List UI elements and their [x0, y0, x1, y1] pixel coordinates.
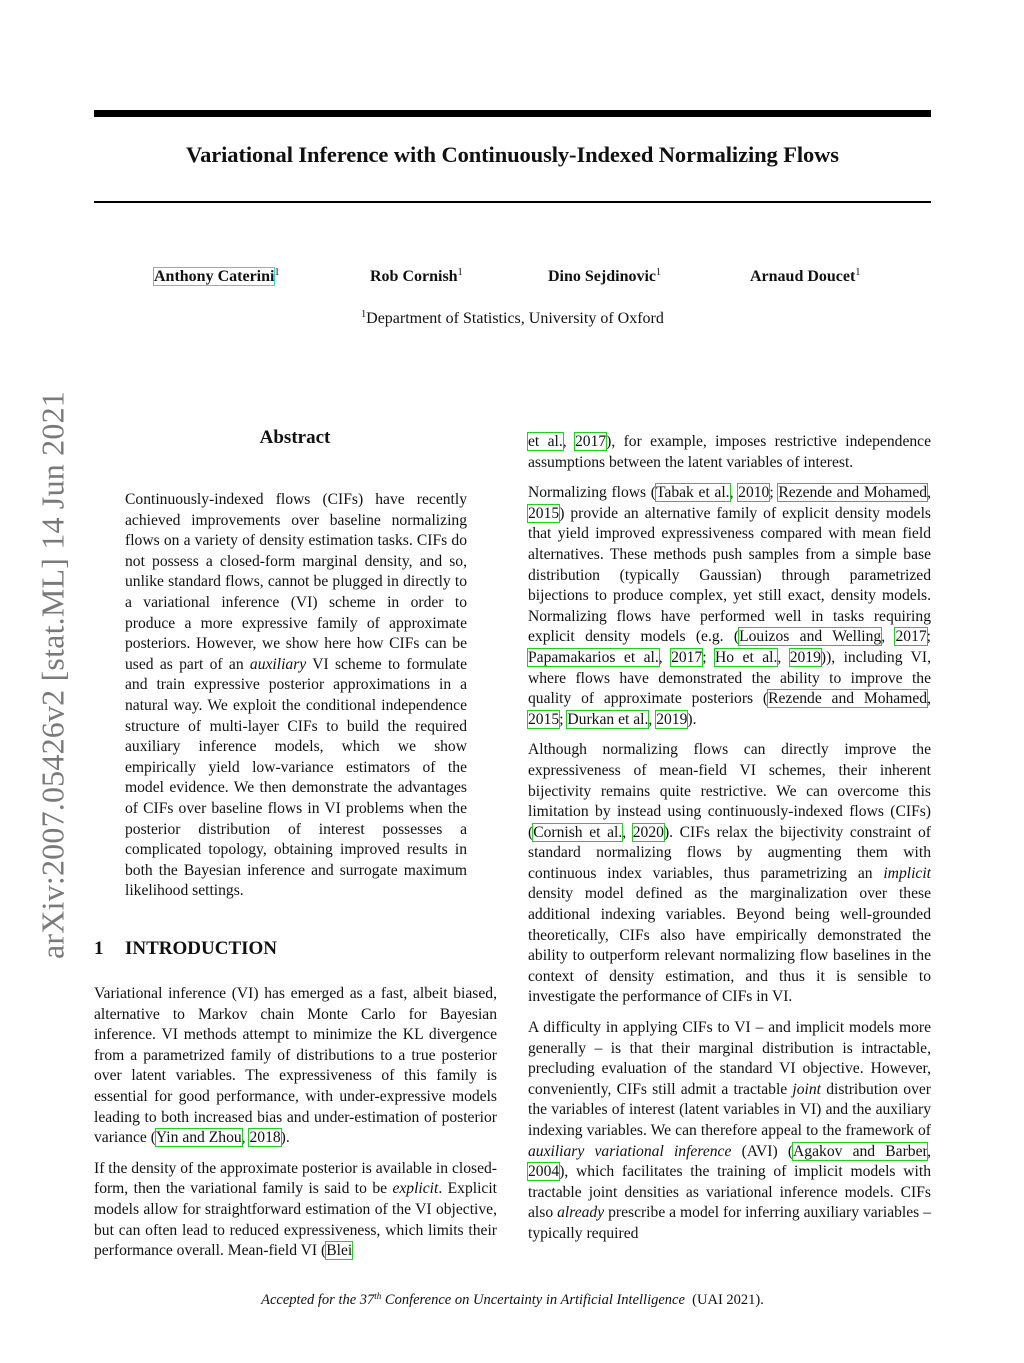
author-sejdinovic: Dino Sejdinovic$^1$: [548, 267, 662, 285]
left-column-body: [94, 984, 497, 1262]
citation-link[interactable]: et al.: [528, 433, 563, 450]
citation-link[interactable]: Blei: [326, 1242, 353, 1260]
citation-link[interactable]: Louizos and Welling: [739, 628, 882, 646]
paragraph: If the density of the approximate posterior is available in closed-form, then the variational family is said to be explicit. Explicit models allow for straightforward estimation of the VI objective, but can often lead to reduced expressiveness, which limits their performance overall. Mean-field VI (Blei: [94, 1159, 498, 1260]
paragraph: Normalizing flows (Tabak et al., 2010; Rezende and Mohamed, 2015) provide an alternative family of explicit density models that yield improved expressiveness compared with mean field alternatives. These methods push samples from a simple base distribution (typically Gaussian) through parametrized bijections to produce complex, yet still exact, density models. Normalizing flows have performed well in tasks requiring explicit density models (e.g. (Louizos and Welling, 2017; Papamakarios et al., 2017; Ho et al., 2019)), including VI, where flows have demonstrated the ability to improve the quality of approximate posteriors (Rezende and Mohamed, 2015; Durkan et al., 2019).: [528, 484, 931, 728]
author-link[interactable]: Anthony Caterini: [154, 268, 275, 285]
section-heading-introduction: 1 INTRODUCTION: [94, 938, 278, 959]
paragraph: Although normalizing flows can directly improve the expressiveness of mean-field VI schemes, their inherent bijectivity remains quite restrictive. We can overcome this limitation by instead using continuously-indexed flows (CIFs) (Cornish et al., 2020). CIFs relax the bijectivity constraint of standard normalizing flows by augmenting them with continuous index variables, thus parametrizing an implicit density model defined as the marginalization over these additional indexing variables. Beyond being well-grounded theoretically, CIFs also have empirically demonstrated the ability to outperform relevant normalizing flow baselines in the context of density estimation, and thus it is sensible to investigate the performance of CIFs in VI.: [528, 741, 931, 1006]
arxiv-identifier: arXiv:2007.05426v2 [stat.ML] 14 Jun 2021: [34, 391, 71, 959]
right-column-body: [528, 432, 931, 1245]
author-cornish: Rob Cornish$^1$: [370, 267, 463, 285]
citation-link[interactable]: 2018: [249, 1129, 281, 1147]
abstract-body: Continuously-indexed flows (CIFs) have recently achieved improvements over baseline normalizing flows on a variety of density estimation tasks. CIFs do not possess a closed-form marginal density, and so, unlike standard flows, cannot be plugged in directly to a variational inference (VI) scheme in order to produce a more expressive family of approximate posteriors. However, we show here how CIFs can be used as part of an auxiliary VI scheme to formulate and train expressive posterior approximations in a natural way. We exploit the conditional independence structure of multi-layer CIFs to build the required auxiliary inference models, which we show empirically yield low-variance estimators of the model evidence. We then demonstrate the advantages of CIFs over baseline flows in VI problems when the posterior distribution of interest possesses a complicated topology, obtaining improved results in both the Bayesian inference and surrogate maximum likelihood settings.: [125, 491, 467, 900]
citation-link[interactable]: Papamakarios et al.: [528, 648, 659, 666]
citation-link[interactable]: 2017: [671, 648, 703, 666]
author-caterini: Anthony Caterini$^1$: [154, 267, 280, 285]
author-doucet: Arnaud Doucet$^1$: [750, 267, 861, 285]
paragraph: et al., 2017), for example, imposes restrictive independence assumptions between the latent variables of interest.: [528, 433, 931, 471]
citation-link[interactable]: Durkan et al.: [567, 710, 649, 728]
citation-link[interactable]: 2019: [656, 710, 688, 728]
affiliation: $^1$Department of Statistics, University of Oxford: [361, 309, 664, 327]
citation-link[interactable]: Cornish et al.: [533, 823, 623, 841]
citation-link[interactable]: Ho et al.: [715, 648, 778, 666]
citation-link[interactable]: 2017: [574, 433, 607, 450]
conference-footer: Accepted for the 37th Conference on Uncertainty in Artificial Intelligence (UAI 2021).: [261, 1291, 764, 1308]
abstract-heading: Abstract: [259, 427, 331, 448]
title-rule: [94, 201, 931, 203]
citation-link[interactable]: Yin and Zhou: [155, 1129, 242, 1147]
citation-link[interactable]: 2017: [895, 628, 927, 646]
citation-link[interactable]: 2019: [789, 648, 821, 666]
citation-link[interactable]: Rezende and Mohamed: [778, 484, 928, 502]
citation-link[interactable]: Agakov and Barber: [793, 1142, 928, 1160]
citation-link[interactable]: Tabak et al.: [655, 484, 730, 502]
citation-link[interactable]: 2010: [738, 484, 770, 502]
citation-link[interactable]: 2004: [528, 1163, 560, 1181]
citation-link[interactable]: Rezende and Mohamed: [768, 690, 928, 708]
citation-link[interactable]: 2015: [528, 504, 560, 522]
citation-link[interactable]: 2020: [632, 823, 664, 841]
top-rule: [94, 110, 931, 117]
paragraph: A difficulty in applying CIFs to VI – and implicit models more generally – is that their marginal distribution is intractable, precluding evaluation of the standard VI objective. However, conveniently, CIFs still admit a tractable joint distribution over the variables of interest (latent variables in VI) and the auxiliary indexing variables. We can therefore appeal to the framework of auxiliary variational inference (AVI) (Agakov and Barber, 2004), which facilitates the training of implicit models with tractable joint densities as variational inference models. CIFs also already prescribe a model for inferring auxiliary variables – typically required: [528, 1019, 931, 1242]
paragraph: Variational inference (VI) has emerged as a fast, albeit biased, alternative to Markov chain Monte Carlo for Bayesian inference. VI methods attempt to minimize the KL divergence from a parametrized family of distributions to a true posterior over latent variables. The expressiveness of this family is essential for good performance, with under-expressive models leading to both increased bias and under-estimation of posterior variance (Yin and Zhou, 2018).: [94, 985, 497, 1147]
paper-title: Variational Inference with Continuously-Indexed Normalizing Flows: [186, 142, 839, 167]
citation-link[interactable]: 2015: [528, 710, 560, 728]
